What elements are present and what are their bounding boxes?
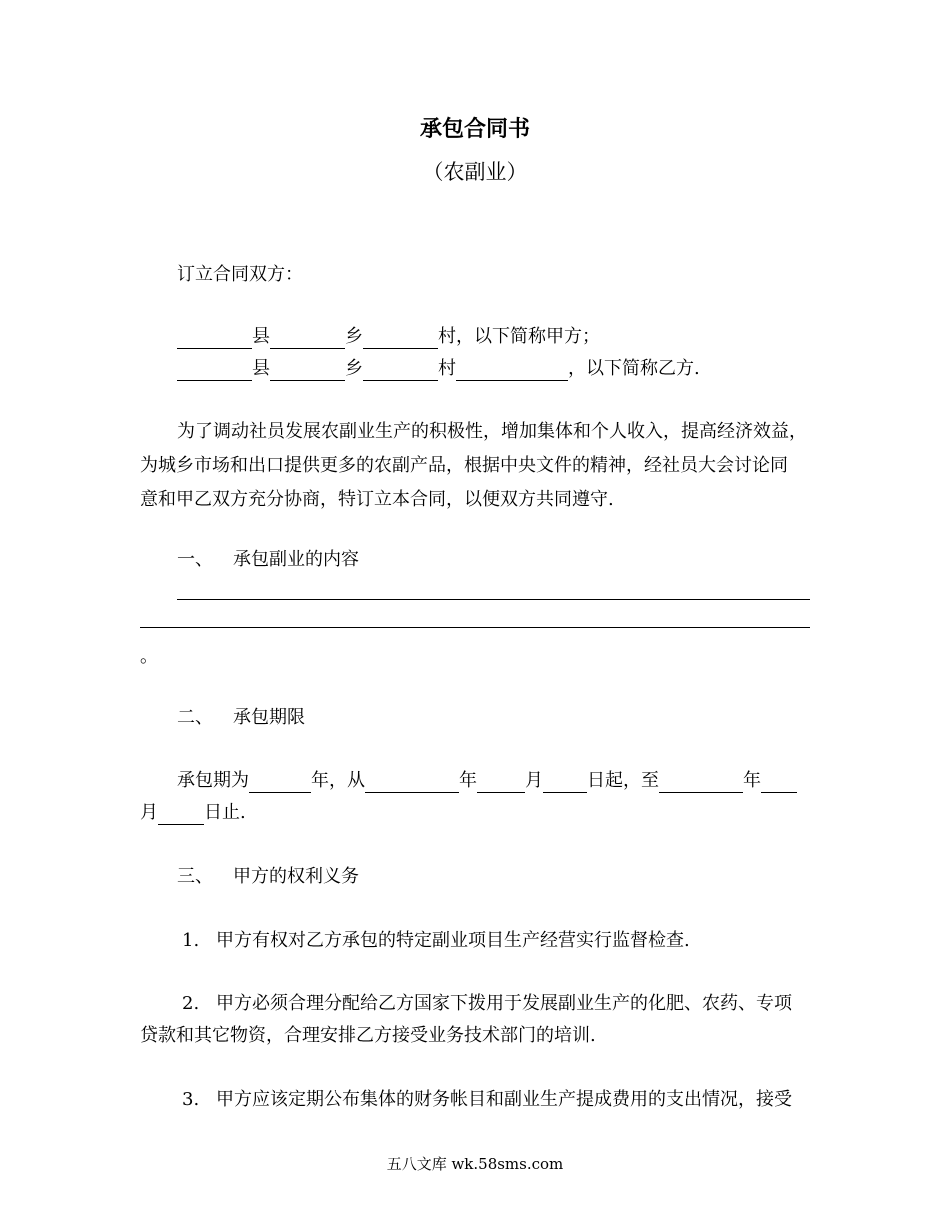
section-1-title: 承包副业的内容 [233, 549, 359, 570]
section-1-end-mark: 。 [140, 646, 158, 667]
preamble-line-1: 为了调动社员发展农副业生产的积极性，增加集体和个人收入，提高经济效益， [177, 421, 807, 442]
end-month-label: 月 [140, 802, 158, 823]
blank-field [158, 804, 204, 825]
parties-intro: 订立合同双方： [177, 264, 303, 285]
party-b-suffix: ，以下简称乙方. [568, 358, 700, 379]
end-year-label: 年 [743, 770, 761, 791]
start-year-label: 年 [459, 770, 477, 791]
blank-field [270, 328, 345, 349]
term-prefix: 承包期为 [177, 770, 249, 791]
party-a-village-label: 村，以下简称甲方； [438, 326, 600, 347]
section-3-item-2-cont: 贷款和其它物资，合理安排乙方接受业务技术部门的培训. [140, 1025, 596, 1046]
section-3-title: 甲方的权利义务 [233, 866, 359, 887]
document-subtitle: （农副业） [422, 160, 528, 184]
item-number: 3. [182, 1089, 200, 1110]
start-day-label: 日起，至 [587, 770, 659, 791]
preamble-line-2: 为城乡市场和出口提供更多的农副产品，根据中央文件的精神，经社员大会讨论同 [140, 455, 788, 476]
term-line-2 [140, 801, 246, 825]
term-year-label: 年，从 [311, 770, 365, 791]
party-b-line [177, 357, 700, 381]
blank-field [365, 772, 459, 793]
end-day-label: 日止. [204, 802, 246, 823]
party-b-county-label: 县 [252, 358, 270, 379]
section-3-item-2 [182, 992, 792, 1016]
blank-field [477, 772, 525, 793]
item-number: 1. [182, 930, 200, 951]
party-b-township-label: 乡 [345, 358, 363, 379]
blank-field [363, 360, 438, 381]
blank-field [363, 328, 438, 349]
blank-field [543, 772, 587, 793]
party-a-township-label: 乡 [345, 326, 363, 347]
blank-field [659, 772, 743, 793]
party-b-village-label: 村 [438, 358, 456, 379]
blank-field [249, 772, 311, 793]
item-text: 甲方应该定期公布集体的财务帐目和副业生产提成费用的支出情况，接受 [216, 1089, 792, 1110]
blank-field [177, 328, 252, 349]
section-3-item-1 [182, 929, 690, 953]
section-3-heading [177, 865, 359, 889]
party-a-line [177, 325, 600, 349]
blank-line [177, 599, 810, 600]
blank-field [177, 360, 252, 381]
item-text: 甲方有权对乙方承包的特定副业项目生产经营实行监督检查. [216, 930, 690, 951]
section-3-item-3 [182, 1088, 792, 1112]
start-month-label: 月 [525, 770, 543, 791]
section-2-number: 二、 [177, 707, 213, 728]
section-3-number: 三、 [177, 866, 213, 887]
document-title: 承包合同书 [419, 116, 530, 142]
blank-field [456, 360, 568, 381]
section-2-title: 承包期限 [233, 707, 305, 728]
section-1-heading [177, 548, 359, 572]
section-1-number: 一、 [177, 549, 213, 570]
term-line-1 [177, 769, 797, 793]
party-a-county-label: 县 [252, 326, 270, 347]
item-text: 甲方必须合理分配给乙方国家下拨用于发展副业生产的化肥、农药、专项 [216, 993, 792, 1014]
page-footer: 五八文库 wk.58sms.com [386, 1155, 564, 1173]
item-number: 2. [182, 993, 200, 1014]
blank-field [270, 360, 345, 381]
section-2-heading [177, 706, 305, 730]
blank-line [140, 627, 810, 628]
blank-field [761, 772, 797, 793]
preamble-line-3: 意和甲乙双方充分协商，特订立本合同，以便双方共同遵守. [140, 489, 614, 510]
